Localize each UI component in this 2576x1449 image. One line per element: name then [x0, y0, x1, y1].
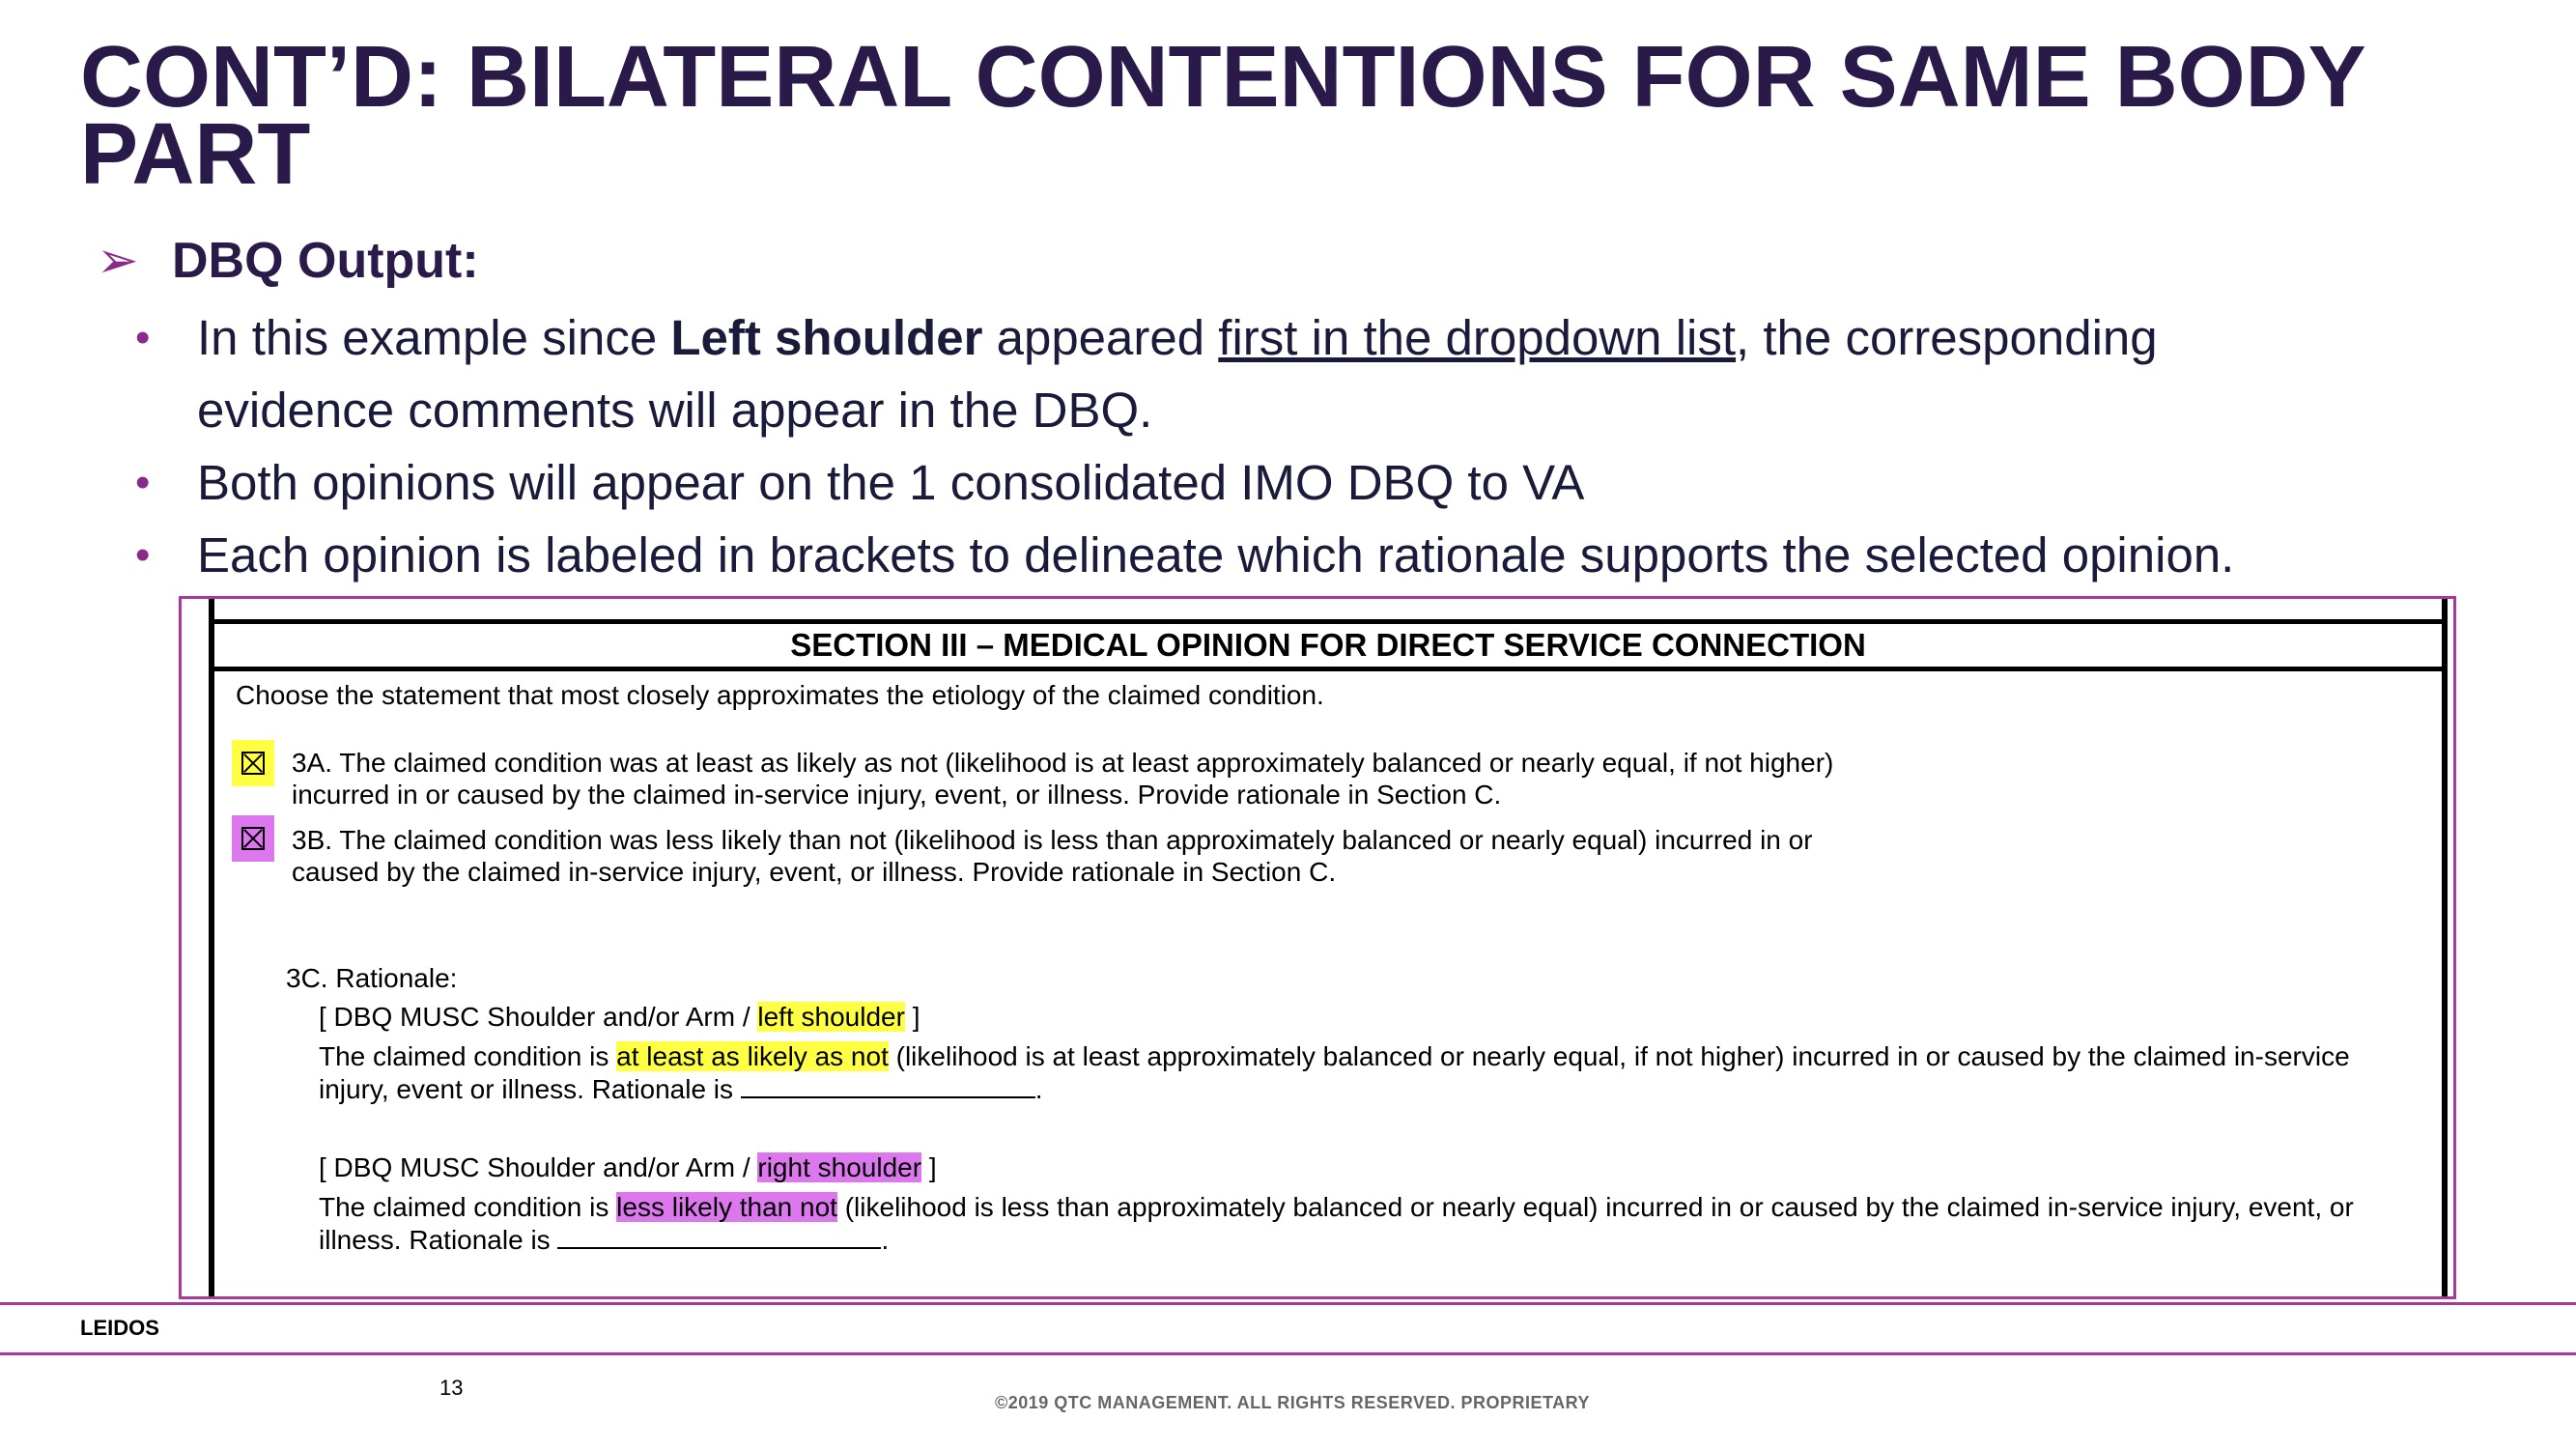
left-shoulder-bracket: [ DBQ MUSC Shoulder and/or Arm / left shoulder ]	[319, 1002, 920, 1032]
bullet-dot-icon: •	[135, 531, 151, 579]
right-rationale-blank[interactable]	[557, 1222, 881, 1249]
left-opinion-line1: The claimed condition is at least as likely as not (likelihood is at least approximately balanced or nearly equal, if not higher) incurred in or caused by the claimed in-service	[319, 1041, 2350, 1071]
slide-title: CONT’D: BILATERAL CONTENTIONS FOR SAME BODY PART	[80, 29, 2365, 203]
bullet-dot-icon: •	[135, 459, 151, 506]
checked-box-icon	[241, 827, 265, 850]
dbq-form	[209, 596, 2448, 1299]
company-name: LEIDOS	[80, 1316, 159, 1340]
right-opinion-line2: illness. Rationale is .	[319, 1222, 889, 1256]
dbq-output-heading	[97, 232, 479, 290]
page-number: 13	[439, 1376, 464, 1400]
arrow-bullet-icon: ➢	[97, 233, 139, 289]
left-opinion-line2: injury, event or illness. Rationale is .	[319, 1071, 1043, 1105]
right-shoulder-bracket: [ DBQ MUSC Shoulder and/or Arm / right shoulder ]	[319, 1152, 937, 1182]
option-3b-line2: caused by the claimed in-service injury, event, or illness. Provide rationale in Section C.	[292, 857, 1337, 887]
intro-text: Choose the statement that most closely approximates the etiology of the claimed condition.	[236, 680, 1324, 710]
right-shoulder-highlight: right shoulder	[757, 1152, 922, 1182]
at-least-as-likely-highlight: at least as likely as not	[616, 1041, 889, 1071]
bold-left-shoulder: Left shoulder	[670, 310, 983, 365]
copyright-notice: ©2019 QTC MANAGEMENT. ALL RIGHTS RESERVED. PROPRIETARY	[995, 1393, 1591, 1412]
less-likely-than-not-highlight: less likely than not	[616, 1192, 837, 1222]
bullet-list	[135, 301, 2531, 591]
checkbox-3a[interactable]	[232, 740, 274, 786]
bullet-item-2: • Both opinions will appear on the 1 consolidated IMO DBQ to VA	[135, 446, 2531, 519]
underlined-phrase: first in the dropdown list	[1218, 310, 1737, 365]
dbq-document-screenshot	[179, 596, 2456, 1299]
left-shoulder-highlight: left shoulder	[757, 1002, 905, 1032]
bullet-item-3: • Each opinion is labeled in brackets to delineate which rationale supports the selected opinion.	[135, 519, 2531, 591]
checked-box-icon	[241, 752, 265, 775]
bullet-dot-icon: •	[135, 314, 151, 361]
right-opinion-line1: The claimed condition is less likely than not (likelihood is less than approximately balanced or nearly equal) incurred in or caused by the claimed in-service injury, event, or	[319, 1192, 2354, 1222]
checkbox-3b[interactable]	[232, 815, 274, 862]
footer-divider-top	[0, 1302, 2576, 1305]
option-3b-line1: 3B. The claimed condition was less likely than not (likelihood is less than approximately balanced or nearly equal) incurred in or	[292, 825, 1813, 855]
option-3a-line2: incurred in or caused by the claimed in-service injury, event, or illness. Provide rationale in Section C.	[292, 780, 1502, 810]
footer-divider-bottom	[0, 1352, 2576, 1355]
bullet-item-1: • In this example since Left shoulder appeared first in the dropdown list, the corresponding evidence comments will appear in the DBQ.	[135, 301, 2531, 446]
section-header: SECTION III – MEDICAL OPINION FOR DIRECT SERVICE CONNECTION	[214, 619, 2442, 671]
left-rationale-blank[interactable]	[741, 1071, 1035, 1098]
dbq-output-label: DBQ Output:	[172, 233, 479, 289]
option-3a-line1: 3A. The claimed condition was at least as likely as not (likelihood is at least approximately balanced or nearly equal, if not higher)	[292, 748, 1834, 778]
rationale-label: 3C. Rationale:	[286, 963, 458, 993]
